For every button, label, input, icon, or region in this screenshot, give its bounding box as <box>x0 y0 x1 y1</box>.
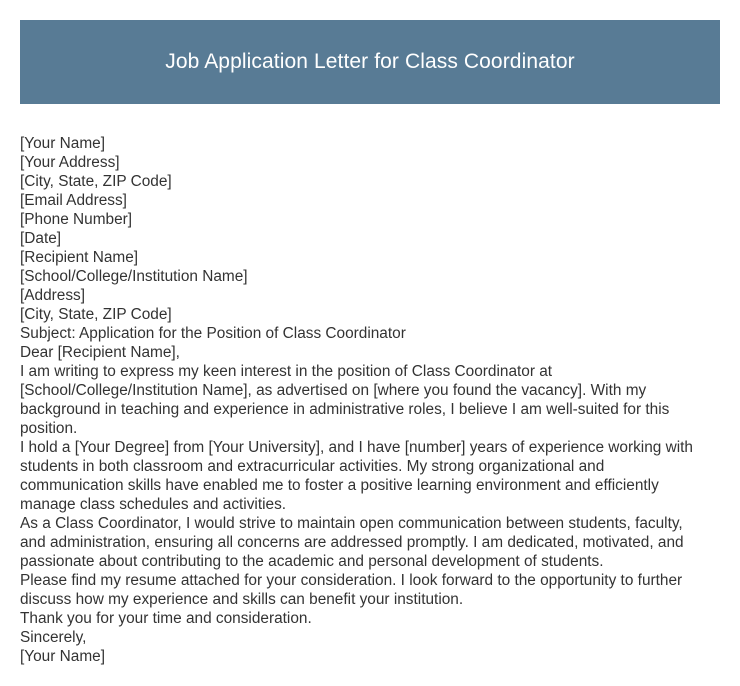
sender-address: [Your Address] <box>20 154 120 171</box>
paragraph-line: position. <box>20 420 78 437</box>
recipient-institution: [School/College/Institution Name] <box>20 268 248 285</box>
letter-date: [Date] <box>20 230 62 247</box>
sender-name: [Your Name] <box>20 135 105 152</box>
sender-city-state-zip: [City, State, ZIP Code] <box>20 173 172 190</box>
paragraph-interest <box>20 362 726 438</box>
paragraph-line: background in teaching and experience in administrative roles, I believe I am well-suited for this <box>20 401 670 418</box>
sender-email: [Email Address] <box>20 192 127 209</box>
sender-phone: [Phone Number] <box>20 211 133 228</box>
paragraph-line: passionate about contributing to the academic and personal development of students. <box>20 553 604 570</box>
salutation: Dear [Recipient Name], <box>20 344 180 361</box>
paragraph-line: Please find my resume attached for your consideration. I look forward to the opportunity to further <box>20 572 683 589</box>
page-title: Job Application Letter for Class Coordinator <box>165 50 575 73</box>
paragraph-line: I am writing to express my keen interest in the position of Class Coordinator at <box>20 363 553 380</box>
paragraph-line: discuss how my experience and skills can benefit your institution. <box>20 591 464 608</box>
paragraph-line: As a Class Coordinator, I would strive to maintain open communication between students, faculty, <box>20 515 683 532</box>
recipient-address: [Address] <box>20 287 86 304</box>
recipient-name: [Recipient Name] <box>20 249 139 266</box>
paragraph-line: Thank you for your time and consideration. <box>20 610 312 627</box>
paragraph-line: communication skills have enabled me to foster a positive learning environment and efficiently <box>20 477 659 494</box>
paragraph-line: I hold a [Your Degree] from [Your University], and I have [number] years of experience working with <box>20 439 693 456</box>
paragraph-line: and administration, ensuring all concerns are addressed promptly. I am dedicated, motivated, and <box>20 534 684 551</box>
paragraph-resume <box>20 571 726 609</box>
paragraph-qualifications <box>20 438 726 514</box>
paragraph-commitment <box>20 514 726 571</box>
paragraph-line: manage class schedules and activities. <box>20 496 287 513</box>
paragraph-line: [School/College/Institution Name], as advertised on [where you found the vacancy]. With my <box>20 382 647 399</box>
paragraph-thanks <box>20 609 726 628</box>
subject-line: Subject: Application for the Position of Class Coordinator <box>20 325 406 342</box>
letter-body <box>20 134 726 666</box>
paragraph-line: students in both classroom and extracurricular activities. My strong organizational and <box>20 458 605 475</box>
recipient-city-state-zip: [City, State, ZIP Code] <box>20 306 172 323</box>
title-banner <box>20 20 720 104</box>
signature-name: [Your Name] <box>20 648 105 665</box>
closing: Sincerely, <box>20 629 87 646</box>
